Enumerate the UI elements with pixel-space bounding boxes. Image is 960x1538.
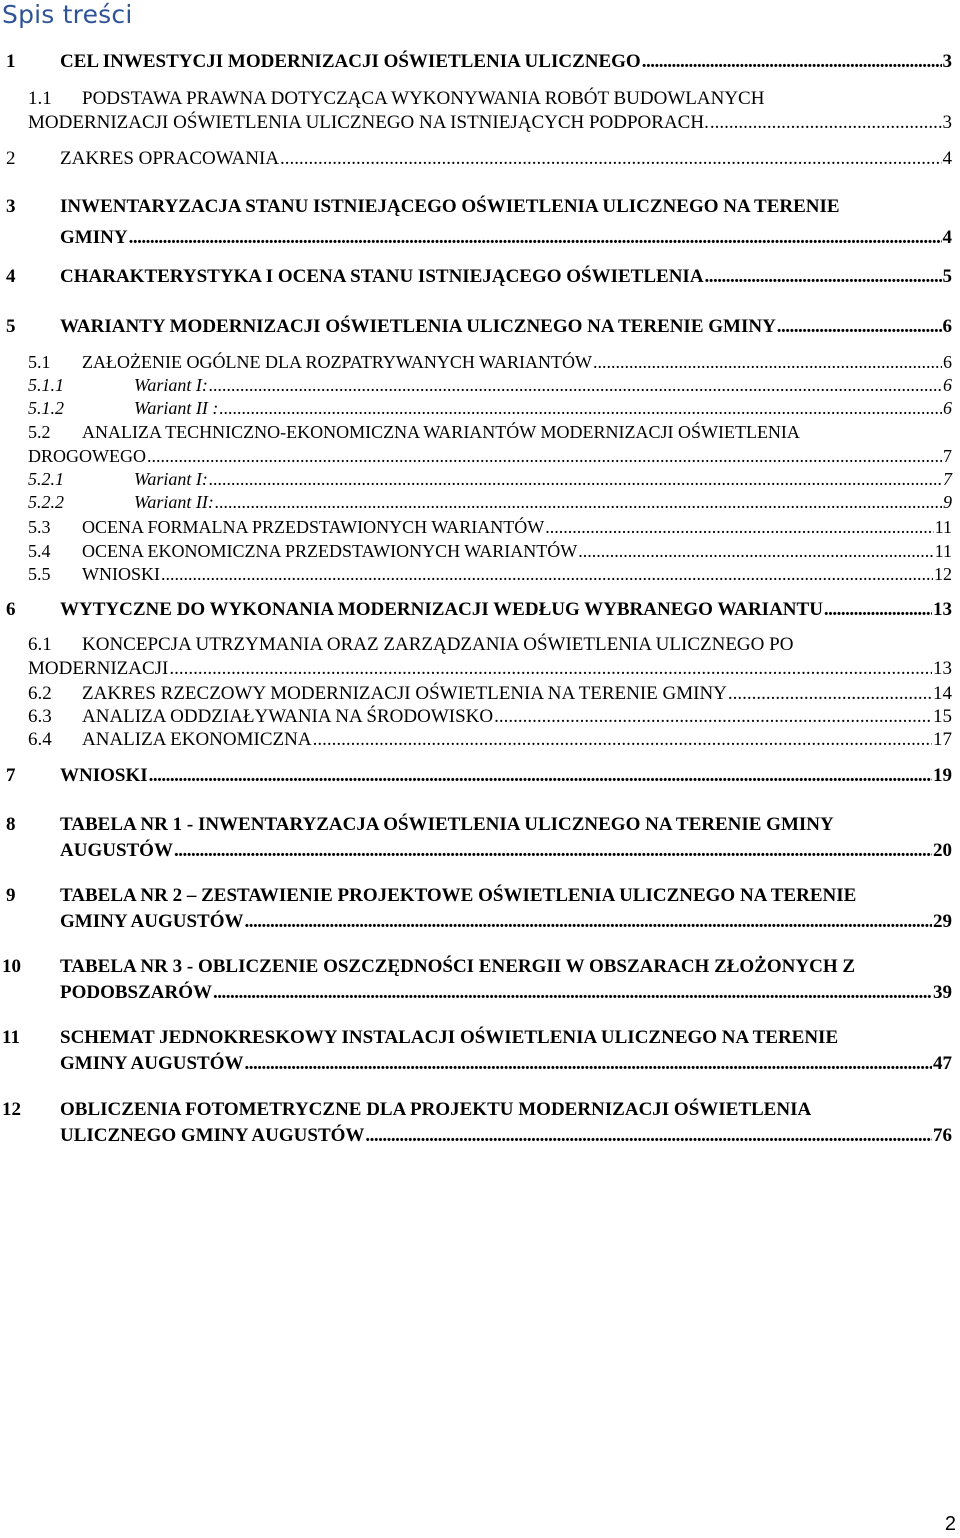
dot-leader (642, 50, 942, 74)
toc-entry-page: 29 (933, 911, 952, 932)
toc-entry-page: 19 (933, 765, 952, 786)
toc-entry-page: 15 (933, 706, 952, 727)
toc-entry-title: Wariant II : (134, 398, 219, 418)
toc-entry-number: 6.1 (28, 634, 52, 655)
toc-entry-page: 17 (933, 729, 952, 750)
dot-leader (129, 226, 942, 250)
dot-leader (365, 1124, 932, 1148)
toc-entry-number: 6 (6, 599, 16, 620)
toc-entry-title: SCHEMAT JEDNOKRESKOWY INSTALACJI OŚWIETLENIA ULICZNEGO NA TERENIE (60, 1027, 839, 1048)
dot-leader (593, 350, 942, 374)
toc-entry-title: ANALIZA EKONOMICZNA (82, 729, 312, 750)
dot-leader (149, 764, 932, 788)
toc-entry-title: OCENA FORMALNA PRZEDSTAWIONYCH WARIANTÓW (82, 517, 545, 537)
toc-entry-page: 76 (933, 1125, 952, 1146)
toc-entry-page: 20 (933, 840, 952, 861)
toc-entry-number: 5.1.2 (28, 398, 64, 418)
toc-entry-number: 4 (6, 266, 16, 287)
toc-entry-page: 14 (933, 683, 952, 704)
toc-entry-title: WARIANTY MODERNIZACJI OŚWIETLENIA ULICZNEGO NA TERENIE GMINY (60, 316, 776, 337)
dot-leader (169, 657, 932, 681)
toc-entry-title: PODSTAWA PRAWNA DOTYCZĄCA WYKONYWANIA ROBÓT BUDOWLANYCH (82, 88, 765, 109)
toc-entry-page: 6 (943, 352, 952, 372)
toc-entry-number: 6.2 (28, 683, 52, 704)
toc-entry-number: 2 (6, 148, 16, 169)
toc-entry-page: 12 (934, 564, 952, 584)
dot-leader (494, 705, 932, 729)
dot-leader (215, 490, 942, 514)
toc-entry-number: 3 (6, 196, 16, 217)
toc-entry-number: 5.1.1 (28, 375, 64, 395)
toc-entry-number: 5 (6, 316, 16, 337)
toc-entry-page: 3 (942, 112, 952, 133)
dot-leader (777, 315, 942, 339)
toc-entry-title: WNIOSKI (82, 564, 160, 584)
toc-entry-title: Wariant I: (134, 469, 208, 489)
toc-entry-title: ZAŁOŻENIE OGÓLNE DLA ROZPATRYWANYCH WARIANTÓW (82, 352, 592, 372)
toc-entry-title: OCENA EKONOMICZNA PRZEDSTAWIONYCH WARIANTÓW (82, 541, 578, 561)
toc-entry-title: TABELA NR 1 - INWENTARYZACJA OŚWIETLENIA ULICZNEGO NA TERENIE GMINY (60, 814, 834, 835)
toc-entry-page: 6 (943, 398, 952, 418)
toc-entry-page: 13 (933, 658, 952, 679)
toc-entry-page: 39 (933, 982, 952, 1003)
page-number: 2 (944, 1513, 956, 1535)
toc-entry-title: ANALIZA TECHNICZNO-EKONOMICZNA WARIANTÓW MODERNIZACJI OŚWIETLENIA (82, 422, 800, 442)
toc-entry-title: DROGOWEGO (28, 446, 146, 466)
toc-entry-title: OBLICZENIA FOTOMETRYCZNE DLA PROJEKTU MODERNIZACJI OŚWIETLENIA (60, 1099, 812, 1120)
toc-entry-title: GMINY (60, 227, 128, 248)
dot-leader (824, 598, 932, 622)
toc-entry-title: AUGUSTÓW (60, 840, 173, 861)
toc-entry-number: 6.3 (28, 706, 52, 727)
dot-leader (147, 444, 942, 468)
dot-leader (578, 539, 933, 563)
toc-entry-number: 1.1 (28, 88, 52, 109)
toc-entry-page: 47 (933, 1053, 952, 1074)
toc-entry-title: WYTYCZNE DO WYKONANIA MODERNIZACJI WEDŁUG WYBRANEGO WARIANTU (60, 599, 823, 620)
dot-leader (245, 1052, 932, 1076)
toc-entry-page: 5 (942, 266, 952, 287)
toc-entry-page: 4 (942, 148, 952, 169)
toc-entry-number: 7 (6, 765, 16, 786)
toc-entry-title: ZAKRES OPRACOWANIA (60, 148, 280, 169)
toc-entry-title: TABELA NR 3 - OBLICZENIE OSZCZĘDNOŚCI ENERGII W OBSZARACH ZŁOŻONYCH Z (60, 956, 856, 977)
toc-entry-page: 7 (943, 446, 952, 466)
toc-entry-title: MODERNIZACJI OŚWIETLENIA ULICZNEGO NA ISTNIEJĄCYCH PODPORACH. (28, 112, 709, 133)
toc-entry-title: CEL INWESTYCJI MODERNIZACJI OŚWIETLENIA ULICZNEGO (60, 51, 641, 72)
toc-entry-number: 5.2.1 (28, 469, 64, 489)
toc-entry-page: 6 (943, 375, 952, 395)
toc-entry-title: CHARAKTERYSTYKA I OCENA STANU ISTNIEJĄCEGO OŚWIETLENIA (60, 266, 704, 287)
toc-entry-title: ANALIZA ODDZIAŁYWANIA NA ŚRODOWISKO (82, 706, 494, 727)
toc-entry-number: 5.4 (28, 541, 51, 561)
toc-entry-page: 6 (942, 316, 952, 337)
toc-entry-title: TABELA NR 2 – ZESTAWIENIE PROJEKTOWE OŚWIETLENIA ULICZNEGO NA TERENIE (60, 885, 857, 906)
dot-leader (705, 265, 942, 289)
toc-entry-title: INWENTARYZACJA STANU ISTNIEJĄCEGO OŚWIETLENIA ULICZNEGO NA TERENIE (60, 196, 840, 217)
toc-entry-number: 5.2.2 (28, 492, 64, 512)
toc-entry-title: ULICZNEGO GMINY AUGUSTÓW (60, 1125, 365, 1146)
toc-entry-page: 11 (934, 517, 952, 537)
toc-entry-title: GMINY AUGUSTÓW (60, 1053, 244, 1074)
toc-entry-number: 5.5 (28, 564, 51, 584)
toc-entry-number: 12 (2, 1099, 21, 1120)
toc-entry-title: Wariant I: (134, 375, 208, 395)
toc-entry-number: 5.1 (28, 352, 51, 372)
dot-leader (728, 682, 932, 706)
dot-leader (313, 728, 932, 752)
toc-entry-title: WNIOSKI (60, 765, 148, 786)
toc-entry-page: 13 (933, 599, 952, 620)
toc-entry-page: 3 (942, 51, 952, 72)
dot-leader (209, 467, 942, 491)
toc-entry-number: 8 (6, 814, 16, 835)
toc-entry-page: 9 (943, 492, 952, 512)
toc-entry-title: KONCEPCJA UTRZYMANIA ORAZ ZARZĄDZANIA OŚWIETLENIA ULICZNEGO PO (82, 634, 794, 655)
dot-leader (213, 981, 932, 1005)
dot-leader (209, 373, 942, 397)
toc-entry-number: 9 (6, 885, 16, 906)
dot-leader (174, 839, 932, 863)
toc-entry-page: 4 (942, 227, 952, 248)
toc-entry-number: 6.4 (28, 729, 52, 750)
dot-leader (161, 562, 933, 586)
toc-entry-title: MODERNIZACJI (28, 658, 169, 679)
dot-leader (245, 910, 932, 934)
toc-entry-title: Wariant II: (134, 492, 214, 512)
dot-leader (219, 396, 942, 420)
toc-entry-number: 1 (6, 51, 16, 72)
dot-leader (545, 515, 933, 539)
toc-heading: Spis treści (2, 0, 133, 29)
toc-entry-number: 10 (2, 956, 21, 977)
toc-entry-title: GMINY AUGUSTÓW (60, 911, 244, 932)
toc-entry-number: 11 (2, 1027, 20, 1048)
toc-entry-page: 7 (943, 469, 952, 489)
toc-entry-page: 11 (934, 541, 952, 561)
toc-entry-title: ZAKRES RZECZOWY MODERNIZACJI OŚWIETLENIA NA TERENIE GMINY (82, 683, 727, 704)
dot-leader (280, 147, 941, 171)
dot-leader (710, 111, 942, 135)
toc-entry-title: PODOBSZARÓW (60, 982, 213, 1003)
toc-entry-number: 5.2 (28, 422, 51, 442)
toc-entry-number: 5.3 (28, 517, 51, 537)
